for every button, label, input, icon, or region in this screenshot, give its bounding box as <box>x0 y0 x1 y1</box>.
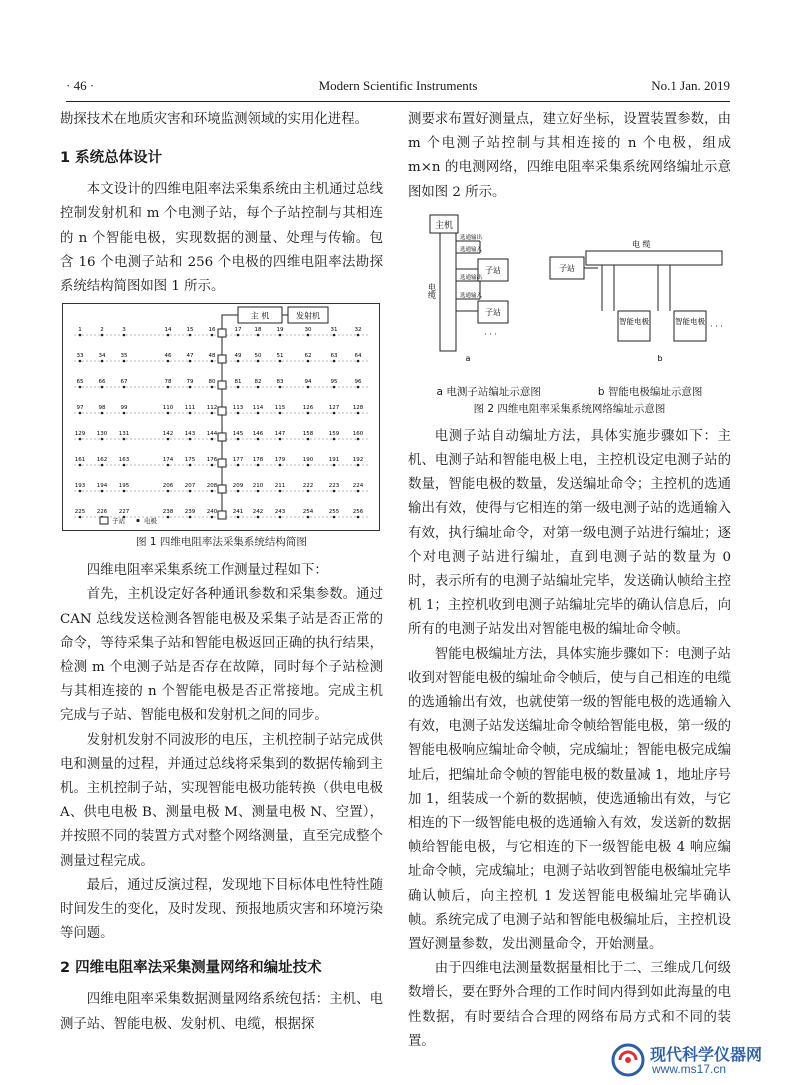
host-label: 主 机 <box>250 311 270 321</box>
electrode-number: 178 <box>252 457 264 464</box>
electrode-dot <box>279 490 282 493</box>
electrode-number: 64 <box>354 353 362 360</box>
substation-box <box>218 381 226 389</box>
dots-b: · · · <box>710 321 723 331</box>
select-in-label: 选通输入 <box>460 292 483 299</box>
substation-box <box>218 355 226 363</box>
electrode-dot <box>357 490 360 493</box>
electrode-dot <box>357 464 360 467</box>
substation-box <box>218 485 226 493</box>
electrode-number: 128 <box>352 405 364 412</box>
subcaption-a: a 电测子站编址示意图 <box>436 385 541 398</box>
electrode-number: 99 <box>120 405 128 412</box>
electrode-number: 143 <box>184 431 196 438</box>
electrode-dot <box>257 490 260 493</box>
electrode-number: 177 <box>232 457 244 464</box>
label-b: b <box>657 353 663 363</box>
electrode-dot <box>307 386 310 389</box>
electrode-dot <box>167 386 170 389</box>
electrode-number: 209 <box>232 483 244 490</box>
electrode-number: 17 <box>234 327 242 334</box>
figure-2 <box>418 211 730 381</box>
electrode-dot <box>237 490 240 493</box>
paragraph: 最后，通过反演过程，发现地下目标体电性特性随时间发生的变化，及时发现、预报地质灾害和环境污染等问题。 <box>60 877 383 942</box>
electrode-number: 110 <box>162 405 174 412</box>
electrode-dot <box>357 412 360 415</box>
electrode-dot <box>167 464 170 467</box>
select-out-label: 选通输出 <box>460 274 483 281</box>
electrode-number: 114 <box>252 405 264 412</box>
electrode-dot <box>279 464 282 467</box>
electrode-dot <box>189 516 192 519</box>
electrode-number: 179 <box>274 457 286 464</box>
electrode-dot <box>257 464 260 467</box>
electrode-dot <box>167 490 170 493</box>
electrode-number: 255 <box>328 509 340 516</box>
electrode-dot <box>167 516 170 519</box>
electrode-dot <box>101 464 104 467</box>
electrode-number: 2 <box>100 327 104 334</box>
page-number: · 46 · <box>66 78 95 93</box>
figure-2-subcaptions <box>408 383 731 401</box>
station-label-b: 子站 <box>559 263 575 273</box>
electrode-number: 238 <box>162 509 174 516</box>
electrode-number: 32 <box>354 327 362 334</box>
electrode-dot <box>189 334 192 337</box>
electrode-legend-icon <box>136 519 139 522</box>
header-rule <box>66 101 730 102</box>
electrode-number: 98 <box>98 405 106 412</box>
electrode-number: 223 <box>328 483 340 490</box>
electrode-dot <box>189 438 192 441</box>
electrode-number: 227 <box>118 509 130 516</box>
electrode-number: 206 <box>162 483 174 490</box>
electrode-number: 159 <box>328 431 340 438</box>
station-label: 子站 <box>485 265 501 275</box>
electrode-number: 240 <box>206 509 218 516</box>
select-out-label: 选通输出 <box>460 234 483 241</box>
figure-1-diagram <box>62 303 380 531</box>
paragraph: 四维电阻率采集系统工作测量过程如下： <box>86 563 328 579</box>
figure-1-caption: 图 1 四维电阻率法采集系统结构简图 <box>136 536 307 549</box>
cable-label-b: 电 缆 <box>632 239 651 249</box>
electrode-number: 242 <box>252 509 264 516</box>
host-label-a: 主机 <box>434 220 454 231</box>
watermark-title: 现代科学仪器网 <box>650 1045 763 1064</box>
electrode-number: 79 <box>186 379 194 386</box>
electrode-number: 15 <box>186 327 194 334</box>
cable-b <box>586 251 722 265</box>
electrode-number: 142 <box>162 431 174 438</box>
electrode-number: 126 <box>302 405 314 412</box>
electrode-dot <box>79 516 82 519</box>
electrode-dot <box>307 334 310 337</box>
electrode-dot <box>257 386 260 389</box>
electrode-number: 30 <box>304 327 312 334</box>
electrode-dot <box>123 464 126 467</box>
paragraph: 本文设计的四维电阻率法采集系统由主机通过总线控制发射机和 m 个电测子站，每个子站控制与其相连的 n 个智能电极，实现数据的测量、处理与传输。包含 16 个电测子站和 256 个电极的四维电阻率法勘探系统结构简图如图 1 所示。 <box>60 182 383 295</box>
electrode-number: 18 <box>254 327 262 334</box>
electrode-number: 95 <box>330 379 338 386</box>
electrode-number: 96 <box>354 379 362 386</box>
electrode-number: 192 <box>352 457 364 464</box>
electrode-number: 97 <box>76 405 84 412</box>
electrode-dot <box>79 490 82 493</box>
electrode-dot <box>307 464 310 467</box>
substation-box <box>218 329 226 337</box>
electrode-dot <box>211 386 214 389</box>
section-heading-1: 1 系统总体设计 <box>60 150 163 167</box>
electrode-number: 146 <box>252 431 264 438</box>
electrode-dot <box>279 516 282 519</box>
electrode-number: 33 <box>76 353 84 360</box>
watermark-url: www.ms17.cn <box>652 1062 727 1076</box>
electrode-number: 65 <box>76 379 84 386</box>
electrode-number: 208 <box>206 483 218 490</box>
electrode-dot <box>257 334 260 337</box>
electrode-dot <box>79 412 82 415</box>
electrode-number: 63 <box>330 353 338 360</box>
cable-label-a: 电缆 <box>427 282 437 299</box>
electrode-dot <box>357 438 360 441</box>
electrode-number: 239 <box>184 509 196 516</box>
watermark-logo-icon <box>610 1042 646 1078</box>
electrode-number: 81 <box>234 379 242 386</box>
electrode-number: 191 <box>328 457 340 464</box>
electrode-number: 241 <box>232 509 244 516</box>
electrode-number: 243 <box>274 509 286 516</box>
electrode-number: 1 <box>78 327 82 334</box>
electrode-dot <box>211 490 214 493</box>
electrode-dot <box>357 334 360 337</box>
electrode-number: 67 <box>120 379 128 386</box>
electrode-number: 174 <box>162 457 174 464</box>
substation-box <box>218 459 226 467</box>
electrode-dot <box>79 438 82 441</box>
electrode-number: 19 <box>276 327 284 334</box>
electrode-dot <box>333 360 336 363</box>
electrode-dot <box>123 438 126 441</box>
journal-title: Modern Scientific Instruments <box>318 78 478 93</box>
electrode-number: 145 <box>232 431 244 438</box>
electrode-dot <box>237 360 240 363</box>
select-in-label: 选通输入 <box>460 246 483 253</box>
right-column <box>408 108 731 1054</box>
electrode-dot <box>211 464 214 467</box>
electrode-number: 115 <box>274 405 286 412</box>
electrode-dot <box>257 412 260 415</box>
electrode-dot <box>333 438 336 441</box>
electrode-number: 256 <box>352 509 364 516</box>
electrode-number: 3 <box>122 327 126 334</box>
electrode-dot <box>279 360 282 363</box>
electrode-dot <box>237 386 240 389</box>
electrode-dot <box>79 386 82 389</box>
electrode-number: 195 <box>118 483 130 490</box>
electrode-number: 80 <box>208 379 216 386</box>
paragraph: 勘探技术在地质灾害和环境监测领域的实用化进程。 <box>60 112 368 127</box>
electrode-dot <box>211 360 214 363</box>
electrode-dot <box>307 516 310 519</box>
electrode-dot <box>237 516 240 519</box>
electrode-number: 34 <box>98 353 106 360</box>
electrode-dot <box>357 516 360 519</box>
paragraph: 电测子站自动编址方法，具体实施步骤如下：主机、电测子站和智能电极上电，主控机设定电测子站的数量，智能电极的数量，发送编址命令；主控机的选通输出有效，使得与它相连的第一级电测子站的选通输入有效，执行编址命令，对第一级电测子站进行编址；逐个对电测子站进行编址，直到电测子站的数量为 0 时，表示所有的电测子站编址完毕，发送确认帧给主控机 1；主控机收到电测子站编址完毕的确认信息后，向所有的电测子站发出对智能电极的编址命令帧。 <box>408 428 731 638</box>
paragraph: 智能电极编址方法，具体实施步骤如下：电测子站收到对智能电极的编址命令帧后，使与自己相连的电缆的选通输出有效，也就使第一级的智能电极的选通输入有效，电测子站发送编址命令帧给智能电极，第一级的智能电极响应编址命令帧，完成编址；智能电极完成编址后，把编址命令帧的智能电极的数量减 1，地址序号加 1，组装成一个新的数据帧，使选通输出有效，与它相连的下一级智能电极的选通输入有效，发送新的数据帧给智能电极，与它相连的下一级智能电极 4 响应编址命令帧，完成编址；电测子站收到智能电极编址完毕确认帧后，向主控机 1 发送智能电极编址完毕确认帧。系统完成了电测子站和智能电极编址后，主控机设置好测量参数，发出测量命令，开始测量。 <box>408 646 731 953</box>
issue-info: No.1 Jan. 2019 <box>651 78 730 93</box>
electrode-label: 智能电极 <box>675 316 705 326</box>
electrode-dot <box>189 360 192 363</box>
electrode-number: 210 <box>252 483 264 490</box>
electrode-dot <box>167 360 170 363</box>
cable-a <box>440 233 456 351</box>
electrode-number: 158 <box>302 431 314 438</box>
left-column <box>60 108 383 1037</box>
section-heading-2: 2 四维电阻率法采集测量网络和编址技术 <box>60 960 322 977</box>
label-a: a <box>465 353 471 363</box>
electrode-number: 225 <box>74 509 86 516</box>
electrode-dot <box>357 360 360 363</box>
electrode-dot <box>211 412 214 415</box>
electrode-number: 190 <box>302 457 314 464</box>
electrode-dot <box>307 412 310 415</box>
electrode-number: 129 <box>74 431 86 438</box>
electrode-number: 82 <box>254 379 262 386</box>
electrode-dot <box>237 438 240 441</box>
electrode-dot <box>333 490 336 493</box>
electrode-dot <box>307 438 310 441</box>
electrode-dot <box>237 412 240 415</box>
electrode-dot <box>123 412 126 415</box>
electrode-dot <box>101 334 104 337</box>
substation-box <box>218 407 226 415</box>
electrode-number: 131 <box>118 431 130 438</box>
electrode-dot <box>237 334 240 337</box>
electrode-number: 111 <box>184 405 196 412</box>
electrode-dot <box>101 386 104 389</box>
electrode-number: 50 <box>254 353 262 360</box>
electrode-dot <box>333 516 336 519</box>
electrode-number: 78 <box>164 379 172 386</box>
electrode-dot <box>101 438 104 441</box>
subcaption-b: b 智能电极编址示意图 <box>597 385 703 398</box>
electrode-number: 35 <box>120 353 128 360</box>
electrode-number: 224 <box>352 483 364 490</box>
electrode-number: 48 <box>208 353 216 360</box>
electrode-number: 127 <box>328 405 340 412</box>
electrode-dot <box>257 516 260 519</box>
electrode-dot <box>79 464 82 467</box>
figure-2-diagram <box>418 211 730 381</box>
electrode-number: 94 <box>304 379 312 386</box>
electrode-number: 47 <box>186 353 194 360</box>
electrode-dot <box>257 438 260 441</box>
electrode-number: 176 <box>206 457 218 464</box>
legend-electrode-label: 电极 <box>144 517 157 526</box>
electrode-number: 130 <box>96 431 108 438</box>
electrode-label: 智能电极 <box>619 316 649 326</box>
electrode-number: 161 <box>74 457 86 464</box>
electrode-dot <box>189 490 192 493</box>
electrode-dot <box>167 412 170 415</box>
dots: · · · <box>484 329 497 339</box>
paragraph: 首先，主机设定好各种通讯参数和采集参数。通过 CAN 总线发送检测各智能电极及采集子站是否正常的命令，等待采集子站和智能电极返回正确的执行结果，检测 m 个电测子站是否存在故障，同时每个子站检测与其相连接的 n 个智能电极是否正常接地。完成主机完成与子站、智能电极和发射机之间的同步。 <box>60 587 383 724</box>
electrode-dot <box>333 386 336 389</box>
electrode-dot <box>333 334 336 337</box>
station-label: 子站 <box>485 307 501 317</box>
watermark <box>608 1040 798 1082</box>
substation-box <box>218 511 226 519</box>
electrode-dot <box>101 490 104 493</box>
electrode-number: 163 <box>118 457 130 464</box>
electrode-dot <box>307 360 310 363</box>
electrode-number: 222 <box>302 483 314 490</box>
electrode-dot <box>279 334 282 337</box>
electrode-dot <box>211 438 214 441</box>
electrode-dot <box>189 386 192 389</box>
electrode-number: 16 <box>208 327 216 334</box>
electrode-number: 66 <box>98 379 106 386</box>
legend-station-label: 子站 <box>112 517 125 526</box>
electrode-dot <box>123 386 126 389</box>
electrode-dot <box>189 412 192 415</box>
electrode-dot <box>237 464 240 467</box>
electrode-number: 211 <box>274 483 286 490</box>
electrode-dot <box>167 334 170 337</box>
electrode-dot <box>307 490 310 493</box>
page-header <box>66 78 730 98</box>
electrode-dot <box>101 360 104 363</box>
electrode-number: 49 <box>234 353 242 360</box>
electrode-number: 194 <box>96 483 108 490</box>
electrode-dot <box>79 334 82 337</box>
electrode-dot <box>79 360 82 363</box>
electrode-dot <box>357 386 360 389</box>
electrode-dot <box>123 360 126 363</box>
electrode-number: 207 <box>184 483 196 490</box>
electrode-number: 31 <box>330 327 338 334</box>
electrode-number: 113 <box>232 405 244 412</box>
electrode-dot <box>279 438 282 441</box>
electrode-number: 14 <box>164 327 172 334</box>
electrode-number: 51 <box>276 353 284 360</box>
electrode-number: 175 <box>184 457 196 464</box>
electrode-dot <box>167 438 170 441</box>
electrode-number: 254 <box>302 509 314 516</box>
figure-1 <box>62 303 380 531</box>
electrode-number: 193 <box>74 483 86 490</box>
figure-2-caption: 图 2 四维电阻率采集系统网络编址示意图 <box>473 402 666 415</box>
electrode-dot <box>123 490 126 493</box>
electrode-number: 144 <box>206 431 218 438</box>
electrode-number: 160 <box>352 431 364 438</box>
electrode-number: 46 <box>164 353 172 360</box>
electrode-dot <box>257 360 260 363</box>
electrode-dot <box>333 412 336 415</box>
electrode-number: 147 <box>274 431 286 438</box>
electrode-number: 226 <box>96 509 108 516</box>
paragraph: 由于四维电法测量数据量相比于二、三维成几何级数增长，要在野外合理的工作时间内得到如此海量的电性数据，有时要结合合理的网络布局方式和不同的装置。 <box>408 961 731 1049</box>
electrode-dot <box>279 386 282 389</box>
electrode-dot <box>101 412 104 415</box>
paragraph: 发射机发射不同波形的电压，主机控制子站完成供电和测量的过程，并通过总线将采集到的数据传输到主机。主机控制子站，实现智能电极功能转换（供电电极 A、供电电极 B、测量电极 M、测量电极 N、空置），并按照不同的装置方式对整个网络测量，直至完成整个测量过程完成。 <box>60 732 383 869</box>
station-legend-icon <box>100 517 108 524</box>
electrode-dot <box>123 334 126 337</box>
transmitter-label: 发射机 <box>296 311 320 321</box>
paragraph: 测要求布置好测量点，建立好坐标，设置装置参数，由 m 个电测子站控制与其相连接的 n 个电极，组成 m×n 的电测网络，四维电阻率采集系统网络编址示意图如图 2 所示。 <box>408 112 731 200</box>
electrode-dot <box>211 334 214 337</box>
electrode-number: 162 <box>96 457 108 464</box>
electrode-number: 62 <box>304 353 312 360</box>
electrode-dot <box>279 412 282 415</box>
electrode-dot <box>333 464 336 467</box>
electrode-dot <box>211 516 214 519</box>
electrode-number: 112 <box>206 405 218 412</box>
electrode-dot <box>189 464 192 467</box>
paragraph: 四维电阻率采集数据测量网络系统包括：主机、电测子站、智能电极、发射机、电缆，根据探 <box>60 992 383 1032</box>
electrode-number: 83 <box>276 379 284 386</box>
substation-box <box>218 433 226 441</box>
